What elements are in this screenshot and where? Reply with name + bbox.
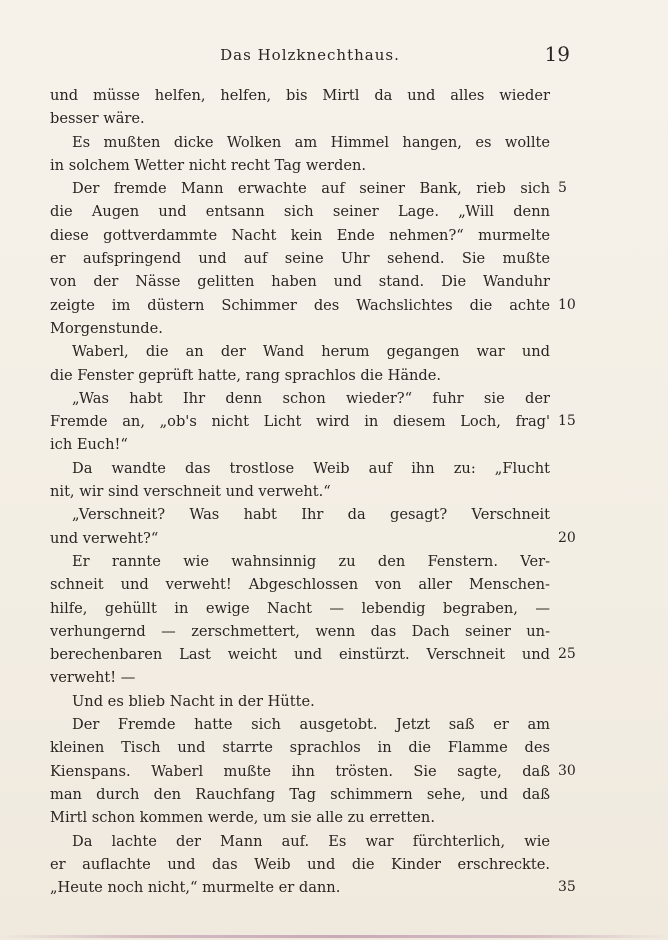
text-line-content: besser wäre. <box>50 110 145 128</box>
body-text <box>50 84 576 899</box>
running-title: Das Holzknechthaus. <box>220 46 400 64</box>
text-line <box>50 690 550 713</box>
text-line-content: nit, wir sind verschneit und verweht.“ <box>50 483 331 501</box>
text-line-content: Da lachte der Mann auf. Es war fürchterlich, wie <box>72 832 550 850</box>
text-line-content: Und es blieb Nacht in der Hütte. <box>72 692 315 710</box>
text-line-content: die Augen und entsann sich seiner Lage. „Will denn <box>50 203 550 221</box>
text-line-content: Fremde an, „ob's nicht Licht wird in diesem Loch, frag' <box>50 413 550 431</box>
text-line <box>50 177 567 200</box>
line-number: 15 <box>558 413 576 430</box>
text-line <box>50 806 550 829</box>
text-line-content: Er rannte wie wahnsinnig zu den Fenstern. Ver- <box>72 552 550 570</box>
text-line-content: die Fenster geprüft hatte, rang sprachlos die Hände. <box>50 366 442 384</box>
text-line-content: zeigte im düstern Schimmer des Wachslichtes die achte <box>50 296 550 314</box>
text-line <box>50 597 550 620</box>
text-line-content: hilfe, gehüllt in ewige Nacht — lebendig begraben, — <box>50 599 550 617</box>
text-line-content: Es mußten dicke Wolken am Himmel hangen, es wollte <box>72 133 550 151</box>
text-line-content: kleinen Tisch und starrte sprachlos in die Flamme des <box>50 739 550 757</box>
line-number: 20 <box>558 529 576 546</box>
text-line-content: schneit und verweht! Abgeschlossen von aller Menschen- <box>50 576 550 594</box>
text-line-content: und verweht?“ <box>50 529 159 547</box>
text-line <box>50 340 550 363</box>
line-number: 25 <box>558 646 576 663</box>
text-line-content: Mirtl schon kommen werde, um sie alle zu erretten. <box>50 809 435 827</box>
text-line <box>50 410 576 433</box>
text-line <box>50 666 550 689</box>
text-line <box>50 224 550 247</box>
text-line <box>50 713 550 736</box>
text-line <box>50 270 550 293</box>
text-line <box>50 527 576 550</box>
text-line-content: Da wandte das trostlose Weib auf ihn zu: „Flucht <box>72 459 550 477</box>
line-number: 10 <box>558 296 576 313</box>
text-line-content: er auflachte und das Weib und die Kinder erschreckte. <box>50 855 550 873</box>
text-line <box>50 736 550 759</box>
text-line-content: „Heute noch nicht,“ murmelte er dann. <box>50 879 341 897</box>
text-line-content: man durch den Rauchfang Tag schimmern sehe, und daß <box>50 785 550 803</box>
text-line <box>50 760 576 783</box>
text-line <box>50 247 550 270</box>
text-line-content: Kienspans. Waberl mußte ihn trösten. Sie sagte, daß <box>50 762 550 780</box>
text-line <box>50 317 550 340</box>
text-line-content: „Was habt Ihr denn schon wieder?“ fuhr sie der <box>72 389 550 407</box>
text-line <box>50 84 550 107</box>
text-line <box>50 503 550 526</box>
text-line-content: Waberl, die an der Wand herum gegangen war und <box>72 343 550 361</box>
page-number: 19 <box>544 42 570 66</box>
text-line <box>50 154 550 177</box>
text-line <box>50 853 550 876</box>
text-line <box>50 643 576 666</box>
text-line <box>50 364 550 387</box>
text-line-content: ich Euch!“ <box>50 436 128 454</box>
page-edge-rule <box>0 935 668 938</box>
text-line-content: von der Nässe gelitten haben und stand. Die Wanduhr <box>50 273 550 291</box>
text-line <box>50 573 550 596</box>
text-line <box>50 830 550 853</box>
text-line-content: in solchem Wetter nicht recht Tag werden. <box>50 156 366 174</box>
text-line <box>50 131 550 154</box>
text-line <box>50 876 576 899</box>
line-number: 30 <box>558 762 576 779</box>
text-line-content: berechenbaren Last weicht und einstürzt. Verschneit und <box>50 646 550 664</box>
line-number: 35 <box>558 879 576 896</box>
line-number: 5 <box>558 180 567 197</box>
text-line <box>50 107 550 130</box>
text-line <box>50 200 550 223</box>
text-line <box>50 480 550 503</box>
text-line <box>50 550 550 573</box>
text-line <box>50 433 550 456</box>
text-line <box>50 457 550 480</box>
text-line-content: Der fremde Mann erwachte auf seiner Bank, rieb sich <box>72 180 550 198</box>
text-line-content: verhungernd — zerschmettert, wenn das Dach seiner un- <box>50 622 550 640</box>
text-line-content: „Verschneit? Was habt Ihr da gesagt? Verschneit <box>72 506 550 524</box>
text-line <box>50 783 550 806</box>
text-line-content: er aufspringend und auf seine Uhr sehend. Sie mußte <box>50 250 550 268</box>
text-line <box>50 294 576 317</box>
text-line-content: und müsse helfen, helfen, bis Mirtl da und alles wieder <box>50 87 550 104</box>
text-line-content: Morgenstunde. <box>50 319 163 337</box>
page-header <box>50 42 570 72</box>
text-line-content: Der Fremde hatte sich ausgetobt. Jetzt saß er am <box>72 716 550 734</box>
text-line-content: diese gottverdammte Nacht kein Ende nehmen?“ murmelte <box>50 226 550 244</box>
text-line <box>50 620 550 643</box>
text-line-content: verweht! — <box>50 669 136 687</box>
text-line <box>50 387 550 410</box>
